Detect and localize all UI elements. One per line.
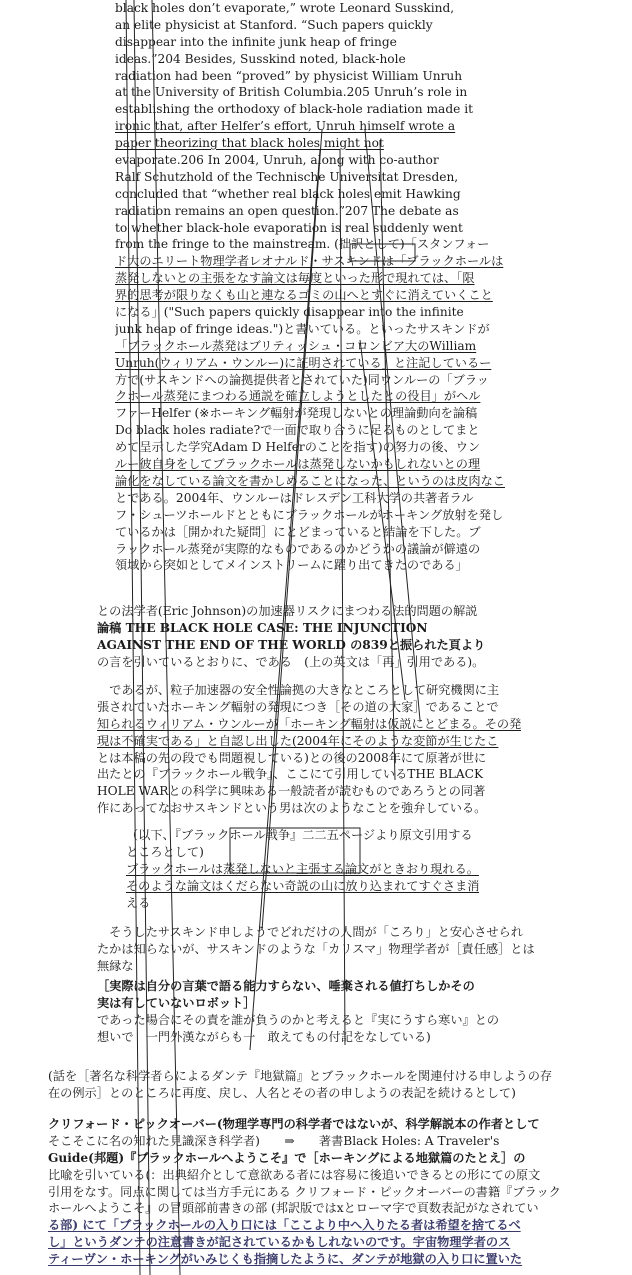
text-line: ［実際は自分の言葉で語る能力すらない、唾棄される値打ちしかその bbox=[97, 979, 475, 993]
text-line: radiation had been “proved” by physicist William Unruh bbox=[115, 68, 463, 83]
text-line: 「ブラックホール蒸発はブリティッシュ・コロンビア大のWilliam bbox=[115, 338, 477, 353]
text-line: Do black holes radiate?で一面で取り合うに足るものとしてまと bbox=[115, 423, 480, 438]
paragraph-unruh-commentary bbox=[97, 682, 521, 817]
text-line: ironic that, after Helfer’s effort, Unruh himself wrote a bbox=[115, 119, 456, 134]
text-line: ところとして) bbox=[126, 844, 204, 859]
text-line: ブラックホールは蒸発しないと主張する論文がときおり現れる。 bbox=[126, 861, 479, 876]
paragraph-author-note bbox=[97, 1012, 499, 1046]
text-line: 論化をなしている論文を書かしめることになった、というのは皮肉なこ bbox=[115, 473, 505, 488]
text-line: 論稿 THE BLACK HOLE CASE: THE INJUNCTION bbox=[97, 620, 428, 635]
text-line: at the University of British Columbia.205 Unruh’s role in bbox=[115, 85, 468, 100]
text-line: 方で(サスキンドへの論拠提供者とされていた)同ウンルーの「ブラッ bbox=[115, 372, 489, 387]
text-line: とは本稿の先の段でも問題視している)との後の2008年にて原著が世に bbox=[97, 750, 487, 765]
text-line: ティーヴン・ホーキングがいみじくも指摘したように、ダンテが地獄の入り口に置いた bbox=[48, 1252, 523, 1267]
text-line: Guide(邦題)『ブラックホールへようこそ』で［ホーキングによる地獄篇のたとえ］の bbox=[48, 1150, 526, 1165]
text-line: 無縁な bbox=[97, 958, 134, 973]
paragraph-transition-note bbox=[48, 1068, 552, 1102]
text-line: ているかは［開かれた疑問］にとどまっていると結論を下した。ブ bbox=[115, 524, 481, 539]
text-line: paper theorizing that black holes might not bbox=[115, 136, 384, 151]
text-line: える bbox=[126, 895, 151, 910]
text-line: evaporate.206 In 2004, Unruh, along with co-author bbox=[115, 153, 439, 168]
text-line: Unruh(ウィリアム・ウンルー)に証明されている」と注記しているー bbox=[115, 355, 492, 370]
text-line: radiation remains an open question.”207 The debate as bbox=[115, 203, 459, 218]
text-line: AGAINST THE END OF THE WORLD の839と振られた頁より bbox=[97, 637, 486, 652]
text-line: になる」("Such papers quickly disappear into the infinite bbox=[115, 305, 464, 320]
text-line: めて呈示した学究Adam D Helferのことを指す)の努力の後、ウン bbox=[115, 440, 481, 455]
blockquote-black-hole-war bbox=[126, 827, 479, 911]
text-line: Ralf Schutzhold of the Technische Universitat Dresden, bbox=[115, 169, 459, 184]
text-line: 知られるウィリアム・ウンルーが「ホーキング輻射は仮説にとどまる。その発 bbox=[97, 716, 522, 731]
text-line: る部) にて「ブラックホールの入り口には「ここより中へ入りたる者は希望を捨てるべ bbox=[48, 1218, 521, 1233]
text-line: とである。2004年、ウンルーはドレスデン工科大学の共著者ラル bbox=[115, 490, 474, 505]
text-line: 実は有していないロボット］ bbox=[97, 995, 256, 1010]
text-line: （以下、『ブラックホール戦争』二二五ページより原文引用する bbox=[126, 828, 473, 842]
text-line: そのような論文はくだらない奇説の山に放り込まれてすぐさま消 bbox=[126, 878, 480, 893]
paragraph-english-quote-and-translation bbox=[115, 0, 505, 574]
text-line: との法学者(Eric Johnson)の加速器リスクにまつわる法的問題の解説 bbox=[97, 604, 478, 618]
text-line: 界的思考が限りなくも山と連なるゴミの山へとすぐに消えていくこと bbox=[115, 288, 493, 303]
text-line: 引用をなす。同点に関しては当方手元にある クリフォード・ピックオーバーの書籍『ブラック bbox=[48, 1184, 561, 1199]
text-line: an elite physicist at Stanford. “Such papers quickly bbox=[115, 17, 433, 32]
paragraph-source-citation bbox=[97, 603, 485, 671]
text-line: junk heap of fringe ideas.")と書いている。といったサスキンドが bbox=[115, 321, 490, 336]
text-line: 領域から突如としてメインストリームに躍り出てきたのである」 bbox=[115, 558, 468, 573]
text-line: black holes don’t evaporate,” wrote Leonard Susskind, bbox=[115, 1, 455, 15]
text-line: ファーHelfer (※ホーキング輻射が発現しないとの理論動向を論稿 bbox=[115, 406, 478, 421]
text-line: 出たとの『ブラックホール戦争』、ここにて引用しているTHE BLACK bbox=[97, 767, 484, 782]
text-line: し」というダンテの注意書きが記されているかもしれないのです。宇宙物理学者のス bbox=[48, 1235, 511, 1250]
text-line: ideas.”204 Besides, Susskind noted, black-hole bbox=[115, 51, 406, 66]
text-line: 在の例示］とのところに再度、戻し、人名とその者の申しようの表記を続けるとして) bbox=[48, 1085, 516, 1100]
paragraph-susskind-responsibility bbox=[97, 924, 535, 975]
emphasis-robot-statement bbox=[97, 978, 475, 1012]
text-line: クリフォード・ピックオーバー(物理学専門の科学者ではないが、科学解説本の作者として bbox=[48, 1117, 540, 1131]
text-line: たかは知らないが、サスキンドのような「カリスマ」物理学者が［責任感］とは bbox=[97, 941, 535, 956]
text-line: クホール蒸発にまつわる通説を確立しようとしたとの役目」がヘル bbox=[115, 389, 481, 404]
text-line: であるが、粒子加速器の安全性論拠の大きなところとして研究機関に主 bbox=[97, 683, 500, 697]
text-line: (話を［著名な科学者らによるダンテ『地獄篇』とブラックホールを関連付ける申しようの存 bbox=[48, 1069, 553, 1083]
text-line: ルー彼自身をしてブラックホールは蒸発しないかもしれないとの理 bbox=[115, 457, 481, 472]
text-line: 張されていたホーキング輻射の発現につき［その道の大家］であることで bbox=[97, 699, 499, 714]
text-line: そうしたサスキンド申しようでどれだけの人間が「ころり」と安心させられ bbox=[97, 925, 523, 939]
text-line: であった場合にその責を誰が負うのかと考えると『実にうすら寒い』との bbox=[97, 1013, 500, 1027]
text-line: フ・シューツホールドとともにブラックホールがホーキング放射を発し bbox=[115, 507, 504, 522]
text-line: establishing the orthodoxy of black-hole radiation made it bbox=[115, 102, 474, 117]
text-line: to whether black-hole evaporation is real suddenly went bbox=[115, 220, 463, 235]
text-line: HOLE WARとの科学に興味ある一般読者が読むものであろうとの同著 bbox=[97, 784, 486, 799]
text-line: concluded that “whether real black holes emit Hawking bbox=[115, 186, 461, 201]
text-line: 現は不確実である」と自認し出した(2004年にそのような変節が生じたこ bbox=[97, 733, 499, 748]
text-line: 比喩を引いている(：出典紹介として意欲ある者には容易に後追いできるとの形にての原文 bbox=[48, 1167, 541, 1182]
text-line: disappear into the infinite junk heap of fringe bbox=[115, 34, 397, 49]
text-line: ホールへようこそ』の冒頭部前書きの部 (邦訳版ではxとローマ字で頁数表記がなされてい bbox=[48, 1201, 539, 1216]
text-line: ド大のエリート物理学者レオナルド・サスキンドは「ブラックホールは bbox=[115, 254, 504, 269]
text-line: 想いで 一門外漢ながらも一 敢えてもの付記をなしている) bbox=[97, 1029, 431, 1044]
text-line: 作にあってなおサスキンドという男は次のようなことを強弁している。 bbox=[97, 801, 487, 816]
text-line: そこそこに名の知れた見識深き科学者) ⇒ 著書Black Holes: A Traveler's bbox=[48, 1133, 500, 1148]
text-line: ラックホール蒸発が実際的なものであるのかどうかの議論が僻遠の bbox=[115, 541, 481, 556]
text-line: 蒸発しないとの主張をなす論文は毎度といった形で現れては、「限 bbox=[115, 271, 475, 286]
text-line: from the fringe to the mainstream. (拙訳として)「スタンフォー bbox=[115, 237, 490, 252]
text-line: の言を引いているとおりに、である (上の英文は「再」引用である)。 bbox=[97, 654, 485, 669]
paragraph-pickover-citation bbox=[48, 1116, 561, 1268]
